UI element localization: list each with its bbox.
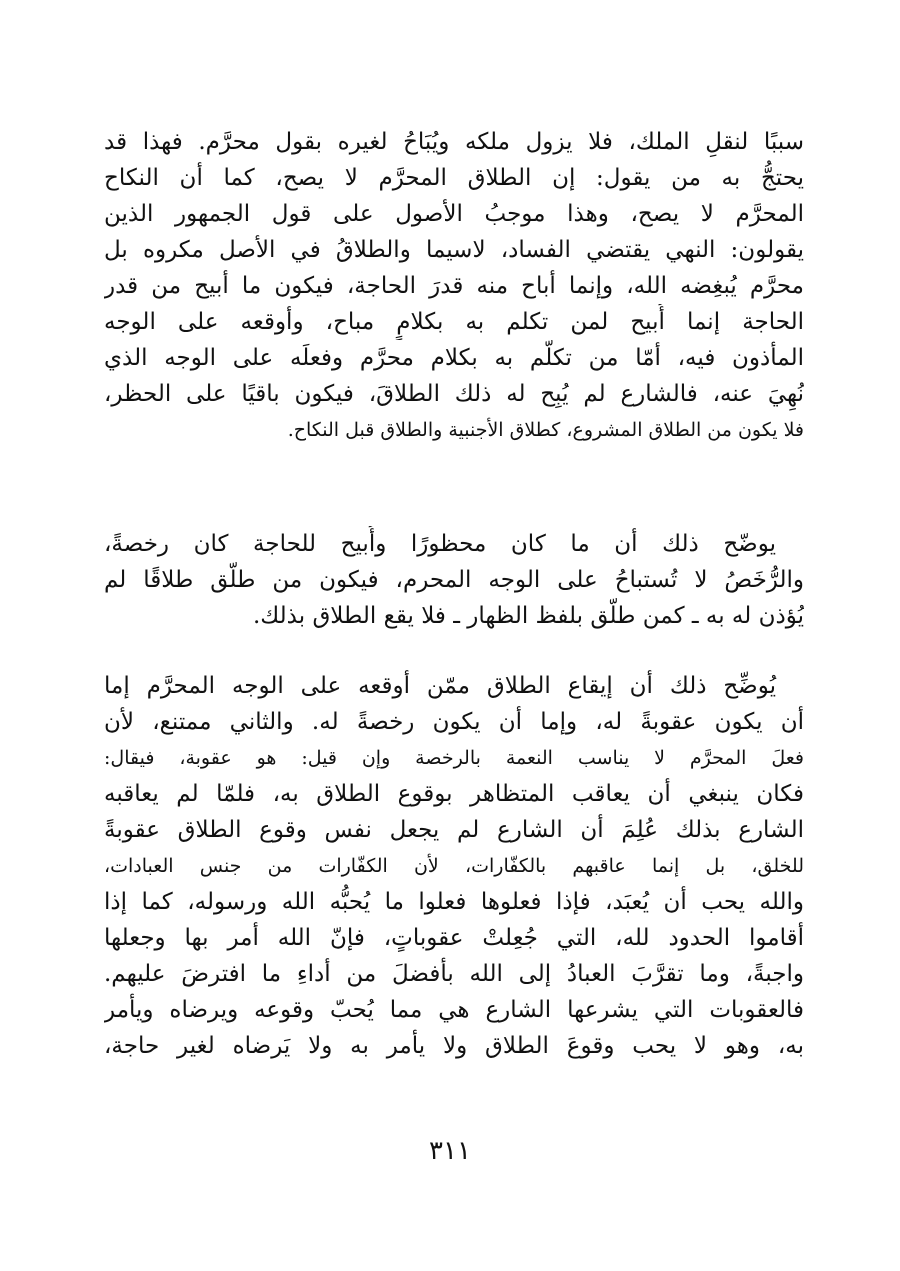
text-line: محرَّم يُبغِضه الله، وإنما أباح منه قدرَ الحاجة، فيكون ما أبيح من قدر	[104, 273, 804, 299]
text-line: سببًا لنقلِ الملك، فلا يزول ملكه ويُبَاحُ لغيره بقول محرَّم. فهذا قد	[104, 129, 804, 155]
text-line: والله يحب أن يُعبَد، فإذا فعلوها فعلوا ما يُحبُّه الله ورسوله، كما إذا	[104, 889, 804, 915]
text-line: والرُّخَصُ لا تُستباحُ على الوجه المحرم، فيكون من طلَّق طلاقًا لم	[104, 567, 804, 593]
paragraph-2	[104, 526, 804, 634]
text-line: نُهِيَ عنه، فالشارع لم يُبِح له ذلك الطلاقَ، فيكون باقيًا على الحظر،	[104, 381, 804, 407]
text-line: يُوضِّح ذلك أن إيقاع الطلاق ممّن أوقعه على الوجه المحرَّم إما	[104, 673, 776, 699]
paragraph-1	[104, 124, 804, 448]
text-line: يحتجُّ به من يقول: إن الطلاق المحرَّم لا يصح، كما أن النكاح	[104, 165, 804, 191]
page-number: ٣١١	[429, 1136, 471, 1166]
text-line: أن يكون عقوبةً له، وإما أن يكون رخصةً له. والثاني ممتنع، لأن	[104, 709, 804, 735]
text-line: المأذون فيه، أمّا من تكلَّم به بكلام محرَّم وفعلَه على الوجه الذي	[104, 345, 804, 371]
text-line: يقولون: النهي يقتضي الفساد، لاسيما والطلاقُ في الأصل مكروه بل	[104, 237, 804, 263]
text-line: فلا يكون من الطلاق المشروع، كطلاق الأجنبية والطلاق قبل النكاح.	[287, 419, 804, 441]
text-line: يوضّح ذلك أن ما كان محظورًا وأُبيح للحاجة كان رخصةً،	[104, 531, 776, 557]
text-line: به، وهو لا يحب وقوعَ الطلاق ولا يأمر به ولا يَرضاه لغير حاجة،	[104, 1033, 804, 1059]
text-line: فعلَ المحرَّم لا يناسب النعمة بالرخصة وإن قيل: هو عقوبة، فيقال:	[104, 747, 804, 769]
text-line: فكان ينبغي أن يعاقب المتظاهر بوقوع الطلاق به، فلمّا لم يعاقبه	[104, 781, 804, 807]
text-line: المحرَّم لا يصح، وهذا موجبُ الأصول على قول الجمهور الذين	[104, 201, 804, 227]
text-line: واجبةً، وما تقرَّبَ العبادُ إلى الله بأفضلَ من أداءِ ما افترضَ عليهم.	[104, 961, 804, 987]
text-line: الحاجة إنما أُبيح لمن تكلم به بكلامٍ مباح، وأوقعه على الوجه	[104, 309, 804, 335]
text-line: للخلق، بل إنما عاقبهم بالكفّارات، لأن الكفّارات من جنس العبادات،	[104, 855, 804, 877]
text-line: الشارع بذلك عُلِمَ أن الشارع لم يجعل نفس وقوع الطلاق عقوبةً	[104, 817, 804, 843]
text-line: فالعقوبات التي يشرعها الشارع هي مما يُحبّ وقوعه ويرضاه ويأمر	[104, 997, 804, 1023]
paragraph-3	[104, 668, 804, 1064]
text-line: أقاموا الحدود لله، التي جُعِلتْ عقوباتٍ، فإنّ الله أمر بها وجعلها	[104, 925, 804, 951]
text-line: يُؤذن له به ـ كمن طلَّق بلفظ الظهار ـ فلا يقع الطلاق بذلك.	[252, 603, 804, 629]
